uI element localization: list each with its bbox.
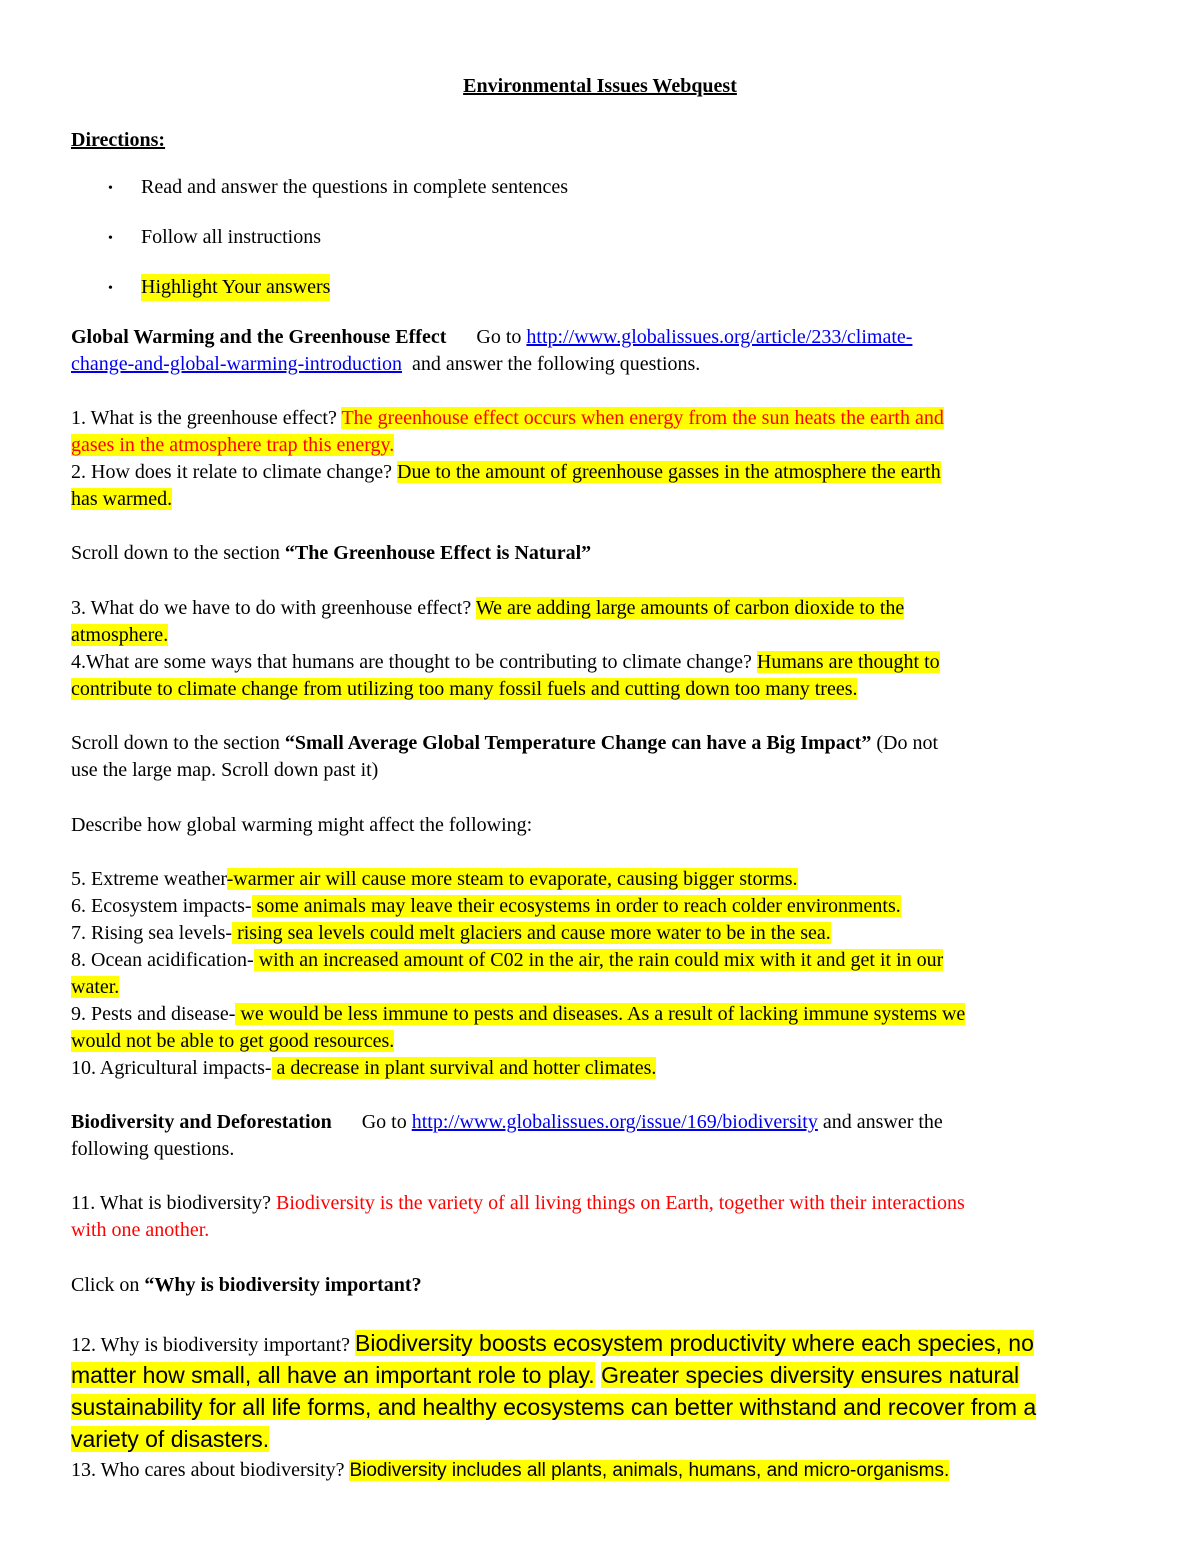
gw-link-part2[interactable]: change-and-global-warming-introduction xyxy=(71,353,402,375)
answer-text: Biodiversity boosts ecosystem productivity where each species, no xyxy=(355,1330,1034,1356)
click-instruction xyxy=(71,1272,422,1299)
question-text: 4.What are some ways that humans are thought to be contributing to climate change? xyxy=(71,651,752,673)
question-8 xyxy=(71,947,943,974)
bio-after-text: and answer the xyxy=(817,1111,943,1133)
question-text: 11. What is biodiversity? xyxy=(71,1192,271,1214)
answer-text: would not be able to get good resources. xyxy=(71,1030,395,1052)
instruction-text: Scroll down to the section xyxy=(71,732,285,754)
question-2 xyxy=(71,459,941,486)
bio-heading-cont: following questions. xyxy=(71,1138,235,1160)
direction-item: Read and answer the questions in complete sentences xyxy=(141,176,569,198)
answer-text: gases in the atmosphere trap this energy. xyxy=(71,434,395,456)
question-11-cont xyxy=(71,1217,209,1244)
question-text: 6. Ecosystem impacts- xyxy=(71,895,252,917)
instruction-text: Scroll down to the section xyxy=(71,542,285,564)
question-7 xyxy=(71,920,831,947)
bio-goto: Go to xyxy=(361,1111,407,1133)
direction-item: Follow all instructions xyxy=(141,226,321,248)
gw-link-line2 xyxy=(71,351,700,378)
gw-link-part1[interactable]: http://www.globalissues.org/article/233/climate- xyxy=(526,326,913,348)
section-name: “Why is biodiversity important? xyxy=(144,1274,422,1296)
question-2-cont xyxy=(71,486,172,513)
gw-after-text: and answer the following questions. xyxy=(412,353,701,375)
question-12-cont xyxy=(71,1391,1036,1423)
answer-text: some animals may leave their ecosystems in order to reach colder environments. xyxy=(251,895,901,917)
bio-link[interactable]: http://www.globalissues.org/issue/169/biodiversity xyxy=(411,1111,818,1133)
question-3-cont xyxy=(71,622,168,649)
question-1-cont xyxy=(71,432,394,459)
answer-text: Humans are thought to xyxy=(756,651,940,673)
question-3 xyxy=(71,595,904,622)
question-4 xyxy=(71,649,940,676)
scroll-instruction-2 xyxy=(71,730,938,757)
answer-text: with one another. xyxy=(71,1219,210,1241)
question-11 xyxy=(71,1190,965,1217)
answer-text: The greenhouse effect occurs when energy from the sun heats the earth and xyxy=(341,407,944,429)
question-text: 2. How does it relate to climate change? xyxy=(71,461,392,483)
answer-text: we would be less immune to pests and diseases. As a result of lacking immune systems we xyxy=(235,1003,966,1025)
section-name: “Small Average Global Temperature Change can have a Big Impact” xyxy=(284,732,872,754)
answer-text: variety of disasters. xyxy=(71,1426,270,1452)
answer-text: contribute to climate change from utilizing too many fossil fuels and cutting down too many trees. xyxy=(71,678,858,700)
section-name: “The Greenhouse Effect is Natural” xyxy=(284,542,592,564)
answer-text: matter how small, all have an important role to play. xyxy=(71,1362,595,1388)
gw-heading-line xyxy=(71,324,912,351)
question-12-cont xyxy=(71,1359,1019,1391)
bio-heading-line xyxy=(71,1109,943,1136)
question-text: 1. What is the greenhouse effect? xyxy=(71,407,337,429)
question-4-cont xyxy=(71,676,857,703)
question-12-cont xyxy=(71,1423,269,1455)
answer-text: Greater species diversity ensures natural xyxy=(601,1362,1020,1388)
answer-text: We are adding large amounts of carbon dioxide to the xyxy=(475,597,905,619)
question-text: 9. Pests and disease- xyxy=(71,1003,236,1025)
question-text: 8. Ocean acidification- xyxy=(71,949,254,971)
question-5 xyxy=(71,866,798,893)
question-text: 3. What do we have to do with greenhouse effect? xyxy=(71,597,476,619)
question-text: 7. Rising sea levels- xyxy=(71,922,233,944)
direction-item-highlighted: Highlight Your answers xyxy=(141,274,330,301)
answer-text: -warmer air will cause more steam to evaporate, causing bigger storms. xyxy=(226,868,798,890)
question-13 xyxy=(71,1457,949,1484)
scroll-instruction-2-cont: use the large map. Scroll down past it) xyxy=(71,759,379,781)
instruction-text: Click on xyxy=(71,1274,145,1296)
question-12 xyxy=(71,1327,1034,1361)
question-10 xyxy=(71,1055,656,1082)
gw-goto: Go to xyxy=(476,326,522,348)
gw-heading: Global Warming and the Greenhouse Effect xyxy=(71,326,447,348)
answer-text: Biodiversity is the variety of all living things on Earth, together with their interactions xyxy=(275,1192,965,1214)
question-1 xyxy=(71,405,944,432)
document-title: Environmental Issues Webquest xyxy=(463,75,737,97)
question-6 xyxy=(71,893,901,920)
bullet-icon: • xyxy=(108,281,113,296)
question-text: 12. Why is biodiversity important? xyxy=(71,1334,351,1356)
bullet-icon: • xyxy=(108,231,113,246)
bio-heading: Biodiversity and Deforestation xyxy=(71,1111,332,1133)
scroll-instruction-1 xyxy=(71,540,591,567)
describe-instruction: Describe how global warming might affect the following: xyxy=(71,814,533,836)
instruction-text: (Do not xyxy=(871,732,939,754)
question-9-cont xyxy=(71,1028,394,1055)
answer-text: sustainability for all life forms, and healthy ecosystems can better withstand and recover from a xyxy=(71,1394,1037,1420)
question-text: 5. Extreme weather xyxy=(71,868,227,890)
answer-text: atmosphere. xyxy=(71,624,169,646)
question-8-cont xyxy=(71,974,119,1001)
answer-text: rising sea levels could melt glaciers and cause more water to be in the sea. xyxy=(232,922,831,944)
answer-text: a decrease in plant survival and hotter climates. xyxy=(271,1057,657,1079)
directions-heading: Directions: xyxy=(71,129,166,151)
question-9 xyxy=(71,1001,965,1028)
answer-text: with an increased amount of C02 in the air, the rain could mix with it and get it in our xyxy=(253,949,944,971)
question-text: 10. Agricultural impacts- xyxy=(71,1057,272,1079)
answer-text: has warmed. xyxy=(71,488,173,510)
answer-text: Due to the amount of greenhouse gasses in the atmosphere the earth xyxy=(397,461,941,483)
answer-text: water. xyxy=(71,976,120,998)
question-text: 13. Who cares about biodiversity? xyxy=(71,1459,350,1481)
bullet-icon: • xyxy=(108,181,113,196)
answer-text: Biodiversity includes all plants, animals, humans, and micro-organisms. xyxy=(349,1460,950,1481)
